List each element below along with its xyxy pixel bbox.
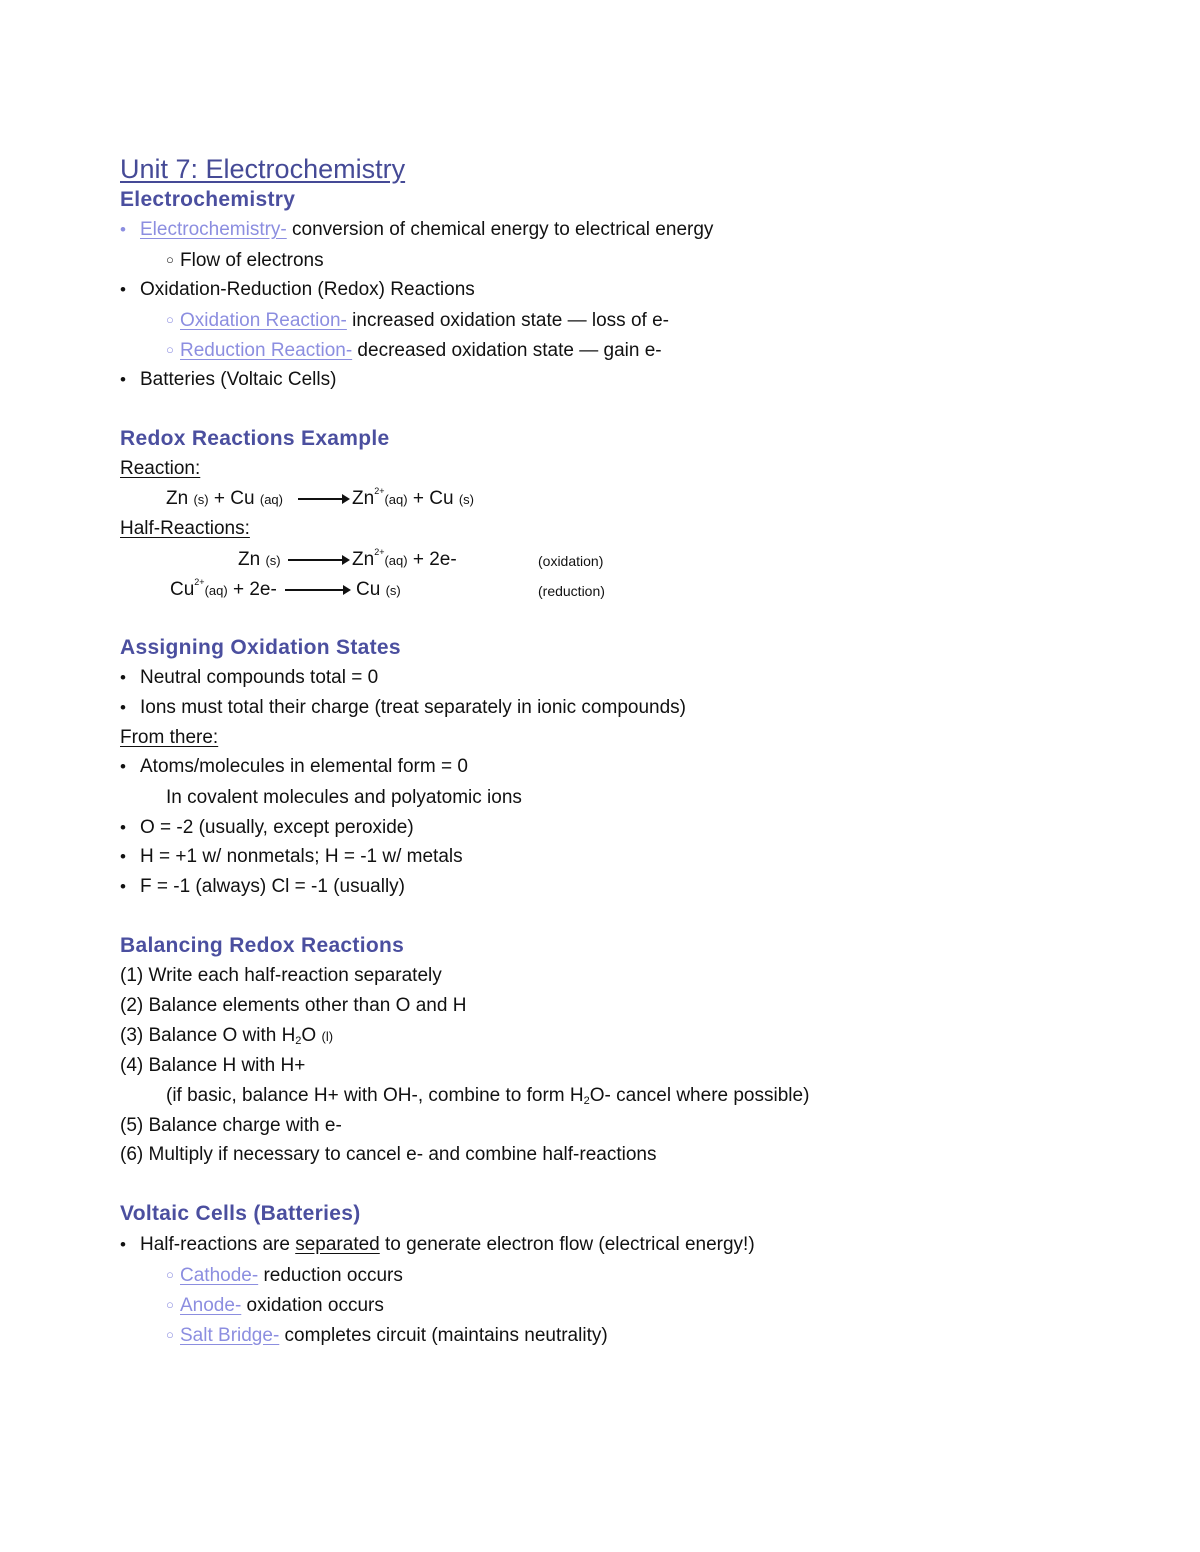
section-heading-voltaic: Voltaic Cells (Batteries) — [120, 1202, 361, 1225]
bullet-icon: • — [120, 757, 126, 776]
term-link[interactable]: Salt Bridge- — [180, 1325, 280, 1346]
circle-bullet-icon: ○ — [166, 1297, 174, 1312]
item-text: Neutral compounds total = 0 — [140, 667, 379, 688]
item-text: Batteries (Voltaic Cells) — [140, 369, 337, 390]
term-link[interactable]: Reduction Reaction- — [180, 340, 353, 361]
step-1: (1) Write each half-reaction separately — [120, 965, 442, 986]
species-cu: + Cu — [208, 488, 260, 509]
electrons-term: + 2e- — [407, 549, 457, 570]
step-5: (5) Balance charge with e- — [120, 1115, 342, 1136]
section-heading-redox-example: Redox Reactions Example — [120, 427, 390, 450]
list-item — [120, 666, 378, 690]
item-text: to generate electron flow (electrical energy!) — [379, 1234, 755, 1255]
reaction-arrow-icon — [288, 553, 350, 567]
charge-label: 2+ — [374, 486, 385, 496]
bullet-icon: • — [120, 220, 126, 239]
charge-label: 2+ — [374, 547, 385, 557]
bullet-icon: • — [120, 280, 126, 299]
charge-label: 2+ — [194, 577, 205, 587]
step-3 — [120, 1024, 333, 1053]
list-subitem — [166, 248, 324, 273]
electrons-term: + 2e- — [227, 579, 277, 600]
term-link[interactable]: Anode- — [180, 1295, 242, 1316]
item-text: F = -1 (always) Cl = -1 (usually) — [140, 876, 406, 897]
bullet-icon: • — [120, 847, 126, 866]
list-subitem — [166, 308, 669, 333]
section-heading-balancing: Balancing Redox Reactions — [120, 934, 405, 957]
reduction-note: (reduction) — [538, 583, 605, 599]
item-text: Half-reactions are — [140, 1234, 296, 1255]
list-item — [120, 278, 475, 302]
definition-text: completes circuit (maintains neutrality) — [279, 1325, 608, 1346]
species-zn-ion: Zn — [352, 549, 375, 570]
list-item — [120, 845, 463, 869]
species-cu: Cu — [356, 579, 381, 600]
state-label: (aq) — [259, 492, 283, 507]
note-text: O- cancel where possible) — [589, 1085, 810, 1106]
reaction-right — [352, 487, 474, 513]
circle-bullet-icon: ○ — [166, 252, 174, 267]
item-text: Ions must total their charge (treat separately in ionic compounds) — [140, 697, 686, 718]
step-text: (3) Balance O with H — [120, 1025, 296, 1046]
species-cu-ion: Cu — [170, 579, 195, 600]
definition-text: decreased oxidation state — gain e- — [352, 340, 662, 361]
list-item — [120, 816, 414, 840]
species-zn: Zn — [238, 549, 261, 570]
state-label: (s) — [458, 492, 474, 507]
bullet-icon: • — [120, 1235, 126, 1254]
half-reaction-1-right — [352, 548, 457, 574]
list-item — [120, 755, 468, 779]
subscript: 2 — [583, 1095, 590, 1107]
reaction-label: Reaction: — [120, 458, 201, 479]
reaction-arrow-icon — [285, 583, 351, 597]
list-item — [120, 1233, 755, 1257]
term-link[interactable]: Electrochemistry- — [140, 219, 287, 240]
term-link[interactable]: Oxidation Reaction- — [180, 310, 347, 331]
subscript: 2 — [295, 1035, 302, 1047]
circle-bullet-icon: ○ — [166, 1267, 174, 1282]
item-text: H = +1 w/ nonmetals; H = -1 w/ metals — [140, 846, 463, 867]
list-item — [120, 696, 686, 720]
state-label: (aq) — [384, 553, 408, 568]
bullet-icon: • — [120, 818, 126, 837]
bullet-icon: • — [120, 370, 126, 389]
list-subitem — [166, 1293, 384, 1318]
reaction-left — [166, 487, 283, 512]
species-zn-ion: Zn — [352, 488, 375, 509]
list-continuation: In covalent molecules and polyatomic ions — [166, 787, 522, 808]
list-item — [120, 368, 336, 392]
circle-bullet-icon: ○ — [166, 312, 174, 327]
half-reactions-label: Half-Reactions: — [120, 518, 250, 539]
definition-text: oxidation occurs — [241, 1295, 384, 1316]
step-2: (2) Balance elements other than O and H — [120, 995, 467, 1016]
reaction-arrow-icon — [298, 492, 350, 506]
underlined-word: separated — [295, 1234, 380, 1255]
definition-text: conversion of chemical energy to electrical energy — [286, 219, 714, 240]
state-label: (aq) — [384, 492, 408, 507]
term-link[interactable]: Cathode- — [180, 1265, 259, 1286]
step-text: O — [301, 1025, 322, 1046]
bullet-icon: • — [120, 877, 126, 896]
step-4-note — [166, 1084, 809, 1113]
from-there-label: From there: — [120, 727, 219, 748]
half-reaction-2-right — [356, 578, 401, 603]
step-6: (6) Multiply if necessary to cancel e- and combine half-reactions — [120, 1144, 657, 1165]
circle-bullet-icon: ○ — [166, 342, 174, 357]
list-subitem — [166, 338, 662, 363]
bullet-icon: • — [120, 698, 126, 717]
half-reaction-2-left — [170, 578, 277, 604]
oxidation-note: (oxidation) — [538, 553, 604, 569]
step-4: (4) Balance H with H+ — [120, 1055, 306, 1076]
section-heading-oxidation-states: Assigning Oxidation States — [120, 636, 401, 659]
note-text: (if basic, balance H+ with OH-, combine to form H — [166, 1085, 584, 1106]
state-label: (l) — [321, 1029, 334, 1044]
half-reaction-1-left — [238, 548, 281, 573]
state-label: (aq) — [204, 583, 228, 598]
definition-text: reduction occurs — [258, 1265, 403, 1286]
section-heading-electrochemistry: Electrochemistry — [120, 188, 296, 211]
item-text: Oxidation-Reduction (Redox) Reactions — [140, 279, 475, 300]
species-zn: Zn — [166, 488, 189, 509]
list-item — [120, 875, 405, 899]
circle-bullet-icon: ○ — [166, 1327, 174, 1342]
species-cu: + Cu — [407, 488, 459, 509]
list-subitem — [166, 1263, 403, 1288]
state-label: (s) — [193, 492, 209, 507]
page-title: Unit 7: Electrochemistry — [120, 154, 406, 184]
list-subitem — [166, 1323, 608, 1348]
item-text: O = -2 (usually, except peroxide) — [140, 817, 414, 838]
item-text: Atoms/molecules in elemental form = 0 — [140, 756, 468, 777]
state-label: (s) — [265, 553, 281, 568]
bullet-icon: • — [120, 668, 126, 687]
subitem-text: Flow of electrons — [180, 250, 324, 271]
state-label: (s) — [385, 583, 401, 598]
definition-text: increased oxidation state — loss of e- — [346, 310, 669, 331]
list-item — [120, 218, 713, 242]
